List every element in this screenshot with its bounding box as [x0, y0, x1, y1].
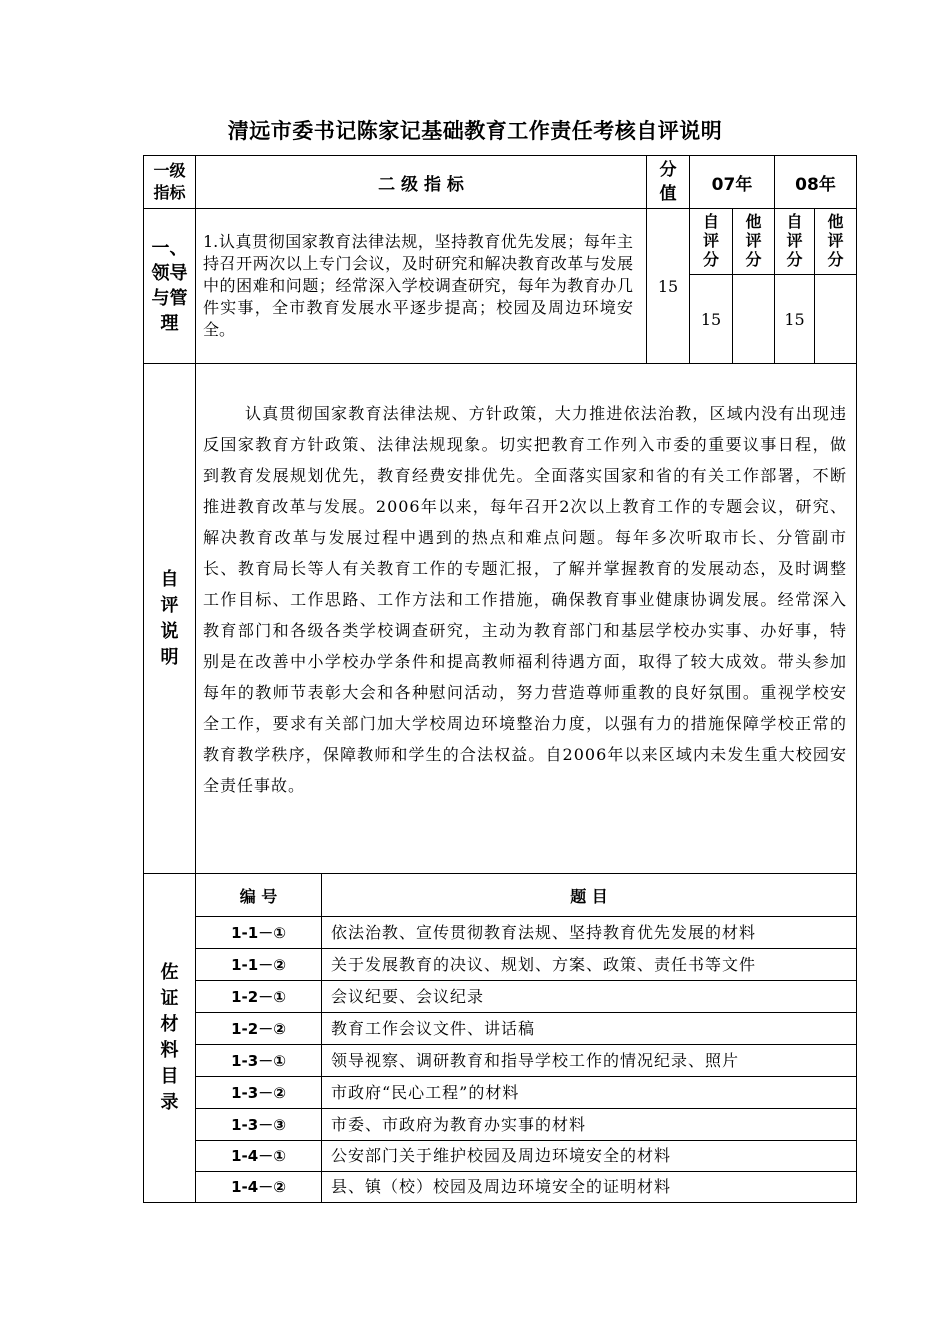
row-divider-header [143, 208, 857, 209]
self-evaluation-text: 认真贯彻国家教育法律法规、方针政策，大力推进依法治教，区域内没有出现违反国家教育方针政策、法律法规现象。切实把教育工作列入市委的重要议事日程，做到教育发展规划优先，教育经费安排优先。全面落实国家和省的有关工作部署，不断推进教育改革与发展。2006年以来，每年召开2次以上教育工作的专题会议，研究、解决教育改革与发展过程中遇到的热点和难点问题。每年多次听取市长、分管副市长、教育局长等人有关教育工作的专题汇报，了解并掌握教育的发展动态，及时调整工作目标、工作思路、工作方法和工作措施，确保教育事业健康协调发展。经常深入教育部门和各级各类学校调查研究，主动为教育部门和基层学校办实事、办好事，特别是在改善中小学校办学条件和提高教师福利待遇方面，取得了较大成效。带头参加每年的教师节表彰大会和各种慰问活动，努力营造尊师重教的良好氛围。重视学校安全工作，要求有关部门加大学校周边环境整治力度，以强有力的措施保障学校正常的教育教学秩序，保障教师和学生的合法权益。自2006年以来区域内未发生重大校园安全责任事故。 [203, 404, 847, 795]
catalog-code: 1-2－① [231, 988, 286, 1006]
row1-08-self-header: 自评分 [786, 212, 803, 269]
row1-07-other-score [733, 275, 774, 363]
catalog-code: 1-3－② [231, 1084, 286, 1102]
catalog-row-line [195, 1044, 857, 1045]
catalog-code: 1-1－② [231, 956, 286, 974]
catalog-code: 1-1－① [231, 924, 286, 942]
catalog-code: 1-3－③ [231, 1116, 286, 1134]
row-divider-row1 [143, 363, 857, 364]
catalog-title: 公安部门关于维护校园及周边环境安全的材料 [331, 1146, 672, 1165]
header-level1: 一级指标 [153, 161, 186, 202]
catalog-row-line [195, 980, 857, 981]
catalog-title: 会议纪要、会议纪录 [331, 987, 485, 1006]
catalog-title: 县、镇（校）校园及周边环境安全的证明材料 [331, 1177, 672, 1196]
catalog-row-line [195, 948, 857, 949]
row1-07-self-header: 自评分 [702, 212, 719, 269]
row1-07-self-score: 15 [700, 309, 722, 329]
evaluation-table [143, 155, 857, 1203]
catalog-title: 关于发展教育的决议、规划、方案、政策、责任书等文件 [331, 955, 757, 974]
catalog-title: 领导视察、调研教育和指导学校工作的情况纪录、照片 [331, 1051, 740, 1070]
header-level2: 二 级 指 标 [378, 174, 464, 195]
document-title: 清远市委书记陈家记基础教育工作责任考核自评说明 [227, 119, 723, 143]
catalog-header-code: 编 号 [239, 886, 278, 906]
row1-indicator-text: 1.认真贯彻国家教育法律法规，坚持教育优先发展；每年主持召开两次以上专门会议，及时研究和解决教育改革与发展中的困难和问题；经常深入学校调查研究，每年为教育办几件实事，全市教育发展水平逐步提高；校园及周边环境安全。 [203, 232, 633, 339]
row1-score: 15 [657, 276, 679, 296]
row2-label: 自评说明 [160, 568, 179, 668]
row1-07-other-header: 他评分 [745, 212, 762, 269]
catalog-code: 1-4－② [231, 1178, 286, 1196]
col-divider-code [321, 873, 322, 1203]
catalog-row-line [195, 1012, 857, 1013]
catalog-title: 市政府“民心工程”的材料 [331, 1083, 520, 1102]
row1-08-other-header: 他评分 [827, 212, 844, 269]
catalog-title: 教育工作会议文件、讲话稿 [331, 1019, 536, 1038]
catalog-code: 1-4－① [231, 1147, 286, 1165]
header-07: 07年 [711, 174, 753, 195]
row1-category: 一、领导与管理 [151, 238, 188, 334]
catalog-code: 1-3－① [231, 1052, 286, 1070]
header-08: 08年 [795, 174, 836, 195]
catalog-title: 市委、市政府为教育办实事的材料 [331, 1115, 587, 1134]
row-divider-catalog-header [195, 916, 857, 917]
catalog-code: 1-2－② [231, 1020, 286, 1038]
row1-08-other-score [815, 275, 856, 363]
row3-label: 佐证材料目录 [160, 962, 179, 1113]
header-score: 分值 [659, 160, 677, 204]
table-border-bottom [143, 1202, 857, 1203]
row1-08-self-score: 15 [784, 309, 805, 329]
catalog-row-line [195, 1108, 857, 1109]
catalog-title: 依法治教、宣传贯彻教育法规、坚持教育优先发展的材料 [331, 923, 757, 942]
table-border-right [856, 155, 857, 1203]
catalog-header-title: 题 目 [570, 886, 608, 906]
catalog-row-line [195, 1076, 857, 1077]
